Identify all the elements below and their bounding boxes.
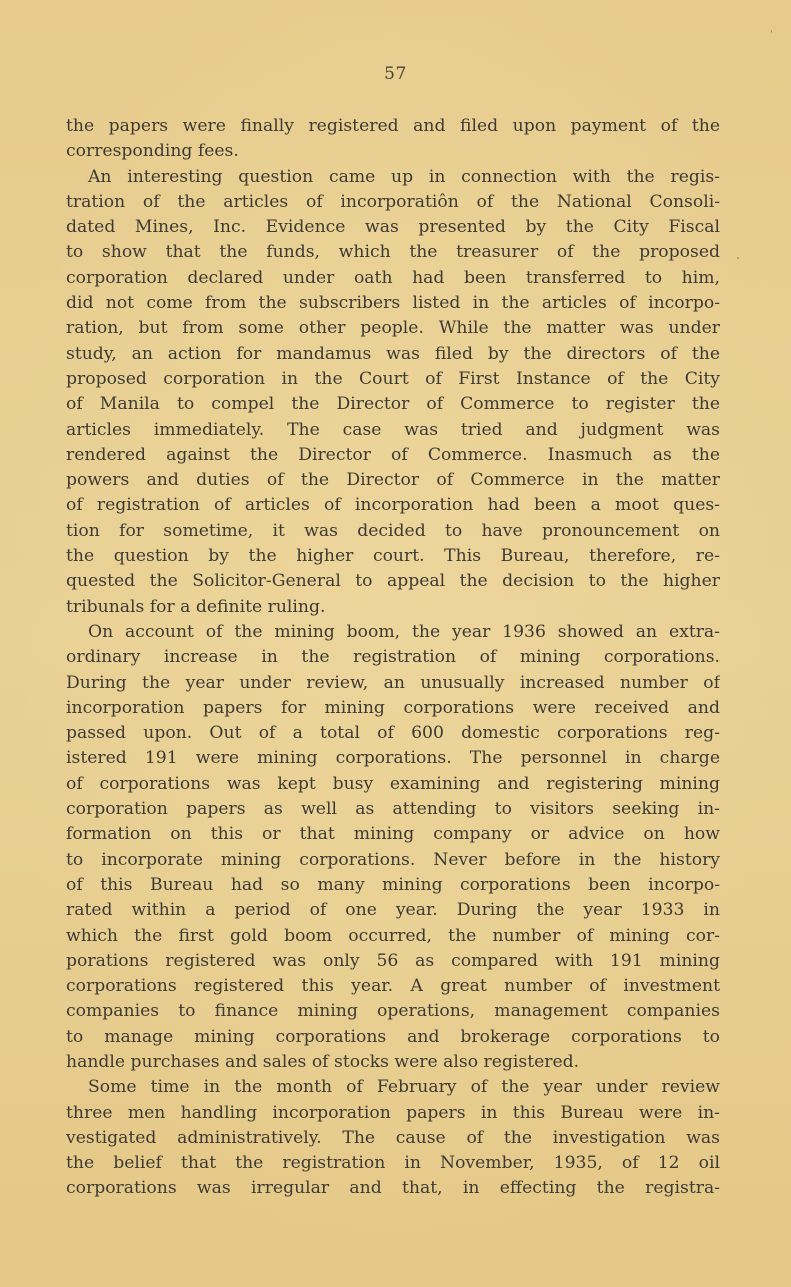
text-line: quested the Solicitor-General to appeal the decision to the higher bbox=[66, 571, 720, 592]
text-line: the belief that the registration in November, 1935, of 12 oil bbox=[66, 1153, 720, 1174]
body-text bbox=[66, 114, 720, 1202]
text-line: did not come from the subscribers listed in the articles of incorpo- bbox=[66, 293, 720, 314]
text-line: ration, but from some other people. While the matter was under bbox=[66, 318, 720, 339]
text-line: On account of the mining boom, the year 1936 showed an extra- bbox=[88, 621, 720, 642]
paper-speck bbox=[771, 30, 772, 33]
text-line: ordinary increase in the registration of mining corporations. bbox=[66, 647, 720, 668]
text-line: the question by the higher court. This Bureau, therefore, re- bbox=[66, 546, 720, 567]
text-line: powers and duties of the Director of Commerce in the matter bbox=[66, 470, 720, 491]
paper-speck bbox=[737, 257, 739, 259]
text-line: corporation declared under oath had been transferred to him, bbox=[66, 267, 720, 288]
text-line: corresponding fees. bbox=[66, 141, 239, 162]
text-line: incorporation papers for mining corporations were received and bbox=[66, 697, 720, 718]
text-line: to manage mining corporations and brokerage corporations to bbox=[66, 1026, 720, 1047]
text-line: study, an action for mandamus was filed by the directors of the bbox=[66, 343, 720, 364]
text-line: to incorporate mining corporations. Never before in the history bbox=[66, 849, 720, 870]
text-line: During the year under review, an unusually increased number of bbox=[66, 672, 720, 693]
text-line: istered 191 were mining corporations. The personnel in charge bbox=[66, 748, 720, 769]
page-number: 57 bbox=[384, 64, 407, 84]
text-line: corporations was irregular and that, in effecting the registra- bbox=[66, 1178, 720, 1199]
text-line: formation on this or that mining company or advice on how bbox=[66, 824, 720, 845]
text-line: tribunals for a definite ruling. bbox=[66, 596, 326, 617]
text-line: An interesting question came up in connection with the regis- bbox=[88, 166, 720, 187]
text-line: handle purchases and sales of stocks were also registered. bbox=[66, 1051, 580, 1072]
text-line: tration of the articles of incorporatiôn of the National Consoli- bbox=[66, 191, 720, 212]
text-line: the papers were finally registered and filed upon payment of the bbox=[66, 116, 720, 136]
text-line: which the first gold boom occurred, the number of mining cor- bbox=[66, 925, 720, 946]
text-line: vestigated administratively. The cause of the investigation was bbox=[66, 1127, 720, 1148]
text-line: tion for sometime, it was decided to have pronouncement on bbox=[66, 520, 720, 541]
text-line: corporations registered this year. A great number of investment bbox=[66, 976, 720, 997]
text-line: porations registered was only 56 as compared with 191 mining bbox=[66, 950, 720, 971]
text-line: of corporations was kept busy examining and registering mining bbox=[66, 773, 720, 794]
text-line: rendered against the Director of Commerce. Inasmuch as the bbox=[66, 444, 720, 465]
text-line: proposed corporation in the Court of First Instance of the City bbox=[66, 368, 720, 389]
text-line: of registration of articles of incorporation had been a moot ques- bbox=[66, 495, 720, 516]
text-line: rated within a period of one year. During the year 1933 in bbox=[66, 900, 720, 921]
text-line: Some time in the month of February of the year under review bbox=[88, 1077, 720, 1098]
text-line: of this Bureau had so many mining corporations been incorpo- bbox=[66, 874, 720, 895]
text-line: of Manila to compel the Director of Commerce to register the bbox=[66, 394, 720, 415]
text-line: three men handling incorporation papers in this Bureau were in- bbox=[66, 1102, 720, 1123]
text-line: companies to finance mining operations, management companies bbox=[66, 1001, 720, 1022]
text-line: articles immediately. The case was tried and judgment was bbox=[66, 419, 720, 440]
text-line: passed upon. Out of a total of 600 domestic corporations reg- bbox=[66, 723, 720, 744]
text-line: to show that the funds, which the treasurer of the proposed bbox=[66, 242, 720, 263]
text-line: corporation papers as well as attending to visitors seeking in- bbox=[66, 799, 720, 820]
text-line: dated Mines, Inc. Evidence was presented by the City Fiscal bbox=[66, 217, 720, 238]
